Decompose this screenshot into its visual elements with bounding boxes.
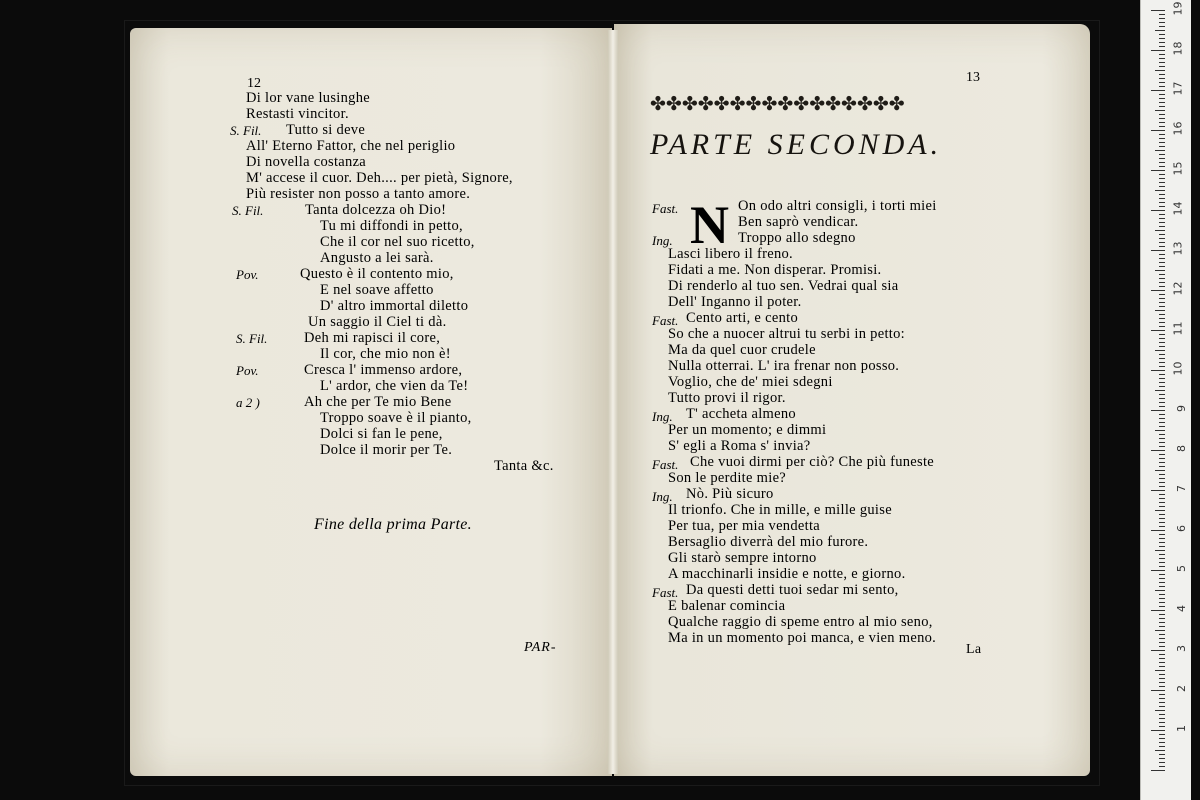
ruler-tick xyxy=(1159,294,1165,295)
ruler-tick xyxy=(1159,398,1165,399)
ruler-tick xyxy=(1159,334,1165,335)
speaker-label: Ing. xyxy=(652,233,673,248)
ruler-tick xyxy=(1151,130,1165,131)
ruler-number: 1 xyxy=(1175,725,1188,732)
text-line: Nulla otterrai. L' ira frenar non posso. xyxy=(668,358,900,374)
ruler-number: 9 xyxy=(1175,405,1188,412)
ruler-tick xyxy=(1159,126,1165,127)
ruler-tick xyxy=(1151,610,1165,611)
ruler-tick xyxy=(1151,490,1165,491)
ruler-tick xyxy=(1159,374,1165,375)
ruler-tick xyxy=(1155,710,1165,711)
ruler-tick xyxy=(1159,42,1165,43)
ruler-tick xyxy=(1159,526,1165,527)
ruler-tick xyxy=(1159,394,1165,395)
ruler-tick xyxy=(1159,542,1165,543)
ruler-tick xyxy=(1159,458,1165,459)
ruler-tick xyxy=(1155,30,1165,31)
text-line: Ben saprò vendicar. xyxy=(738,214,859,230)
ruler-tick xyxy=(1159,482,1165,483)
text-line: Questo è il contento mio, xyxy=(300,266,454,282)
catchword: La xyxy=(966,642,982,657)
ruler-tick xyxy=(1159,74,1165,75)
ruler-tick xyxy=(1159,498,1165,499)
ruler-tick xyxy=(1159,122,1165,123)
ruler-tick xyxy=(1159,242,1165,243)
ruler-tick xyxy=(1151,730,1165,731)
ruler-tick xyxy=(1159,22,1165,23)
ruler-tick xyxy=(1159,586,1165,587)
ruler-tick xyxy=(1159,78,1165,79)
ruler-tick xyxy=(1159,82,1165,83)
ruler-tick xyxy=(1159,406,1165,407)
ruler-tick xyxy=(1155,390,1165,391)
ruler-tick xyxy=(1159,662,1165,663)
ruler-tick xyxy=(1159,646,1165,647)
text-line: Tu mi diffondi in petto, xyxy=(320,218,463,234)
ruler-tick xyxy=(1159,562,1165,563)
text-line: Tutto si deve xyxy=(286,122,366,138)
ruler-tick xyxy=(1151,530,1165,531)
ruler-tick xyxy=(1159,366,1165,367)
text-line: E nel soave affetto xyxy=(320,282,434,298)
text-line: Per un momento; e dimmi xyxy=(668,422,827,438)
ruler-tick xyxy=(1159,318,1165,319)
ruler-tick xyxy=(1159,238,1165,239)
text-line: On odo altri consigli, i torti miei xyxy=(738,198,937,214)
speaker-label: Fast. xyxy=(652,457,679,472)
ruler-tick xyxy=(1159,298,1165,299)
ruler-tick xyxy=(1151,450,1165,451)
ruler-tick xyxy=(1159,678,1165,679)
ruler-tick xyxy=(1159,226,1165,227)
ruler-tick xyxy=(1159,214,1165,215)
speaker-label: Pov. xyxy=(236,363,259,378)
ruler-tick xyxy=(1159,558,1165,559)
ruler-tick xyxy=(1155,630,1165,631)
ruler-tick xyxy=(1159,182,1165,183)
ruler-tick xyxy=(1159,494,1165,495)
ruler-tick xyxy=(1159,594,1165,595)
speaker-label: Ing. xyxy=(652,409,673,424)
ruler-tick xyxy=(1159,254,1165,255)
text-line: Per tua, per mia vendetta xyxy=(668,518,821,534)
ruler-tick xyxy=(1159,538,1165,539)
ruler-tick xyxy=(1151,210,1165,211)
ruler-tick xyxy=(1159,358,1165,359)
ruler-tick xyxy=(1159,686,1165,687)
ruler-tick xyxy=(1159,54,1165,55)
text-line: Tutto provi il rigor. xyxy=(668,390,786,406)
ruler-tick xyxy=(1159,262,1165,263)
text-line: Il trionfo. Che in mille, e mille guise xyxy=(668,502,892,518)
text-line: Cento arti, e cento xyxy=(686,310,798,326)
ruler-tick xyxy=(1159,654,1165,655)
ruler-tick xyxy=(1159,418,1165,419)
ruler-tick xyxy=(1159,346,1165,347)
text-line: Son le perdite mie? xyxy=(668,470,787,486)
ruler-tick xyxy=(1159,742,1165,743)
text-line: Troppo soave è il pianto, xyxy=(320,410,472,426)
ruler-number: 11 xyxy=(1171,321,1185,336)
ruler-tick xyxy=(1159,422,1165,423)
text-line: Qualche raggio di speme entro al mio seno, xyxy=(668,614,933,630)
ruler-tick xyxy=(1151,290,1165,291)
text-line: Voglio, che de' miei sdegni xyxy=(668,374,833,390)
ruler-tick xyxy=(1159,446,1165,447)
text-line: Di novella costanza xyxy=(246,154,367,170)
ruler-tick xyxy=(1151,690,1165,691)
ruler-tick xyxy=(1159,534,1165,535)
text-line: D' altro immortal diletto xyxy=(320,298,469,314)
ruler-number: 6 xyxy=(1175,525,1188,532)
text-line: Che il cor nel suo ricetto, xyxy=(320,234,475,250)
ruler-tick xyxy=(1159,574,1165,575)
ruler-tick xyxy=(1155,230,1165,231)
ruler-tick xyxy=(1159,502,1165,503)
text-line: Bersaglio diverrà del mio furore. xyxy=(668,534,869,550)
ruler-tick xyxy=(1159,402,1165,403)
ruler-tick xyxy=(1159,198,1165,199)
catchword: PAR- xyxy=(524,640,557,655)
ruler-tick xyxy=(1151,370,1165,371)
text-line: S' egli a Roma s' invia? xyxy=(668,438,811,454)
right-page-number: 13 xyxy=(966,70,980,85)
ruler-tick xyxy=(1151,650,1165,651)
ruler-tick xyxy=(1159,354,1165,355)
ruler-tick xyxy=(1159,618,1165,619)
ruler-tick xyxy=(1159,118,1165,119)
ruler-tick xyxy=(1159,326,1165,327)
ruler-tick xyxy=(1159,14,1165,15)
ruler-tick xyxy=(1151,410,1165,411)
ruler-tick xyxy=(1159,58,1165,59)
ruler-tick xyxy=(1159,426,1165,427)
text-line: Ma in un momento poi manca, e vien meno. xyxy=(668,630,937,646)
ruler-tick xyxy=(1151,770,1165,771)
ruler-tick xyxy=(1159,206,1165,207)
ruler-tick xyxy=(1155,350,1165,351)
ruler-tick xyxy=(1159,762,1165,763)
ruler-tick xyxy=(1159,98,1165,99)
text-line: A macchinarli insidie e notte, e giorno. xyxy=(668,566,906,582)
ruler-tick xyxy=(1159,62,1165,63)
ruler-number: 3 xyxy=(1175,645,1188,652)
ruler-tick xyxy=(1159,302,1165,303)
text-line: Tanta &c. xyxy=(494,458,554,474)
ruler-tick xyxy=(1159,266,1165,267)
speaker-label: Pov. xyxy=(236,267,259,282)
ruler-tick xyxy=(1159,102,1165,103)
ruler-tick xyxy=(1159,154,1165,155)
text-line: Di renderlo al tuo sen. Vedrai qual sia xyxy=(668,278,899,294)
ruler-tick xyxy=(1159,674,1165,675)
text-line: T' accheta almeno xyxy=(686,406,796,422)
ruler-tick xyxy=(1159,186,1165,187)
ruler-tick xyxy=(1151,570,1165,571)
ruler-tick xyxy=(1159,246,1165,247)
ruler-tick xyxy=(1159,702,1165,703)
text-line: Ah che per Te mio Bene xyxy=(304,394,452,410)
end-of-part-heading: Fine della prima Parte. xyxy=(314,516,472,533)
ruler-tick xyxy=(1159,414,1165,415)
measuring-ruler xyxy=(1140,0,1191,800)
ruler-tick xyxy=(1159,518,1165,519)
ruler-tick xyxy=(1159,738,1165,739)
ruler-tick xyxy=(1159,66,1165,67)
text-line: L' ardor, che vien da Te! xyxy=(320,378,469,394)
ruler-tick xyxy=(1159,582,1165,583)
speaker-label: Fast. xyxy=(652,313,679,328)
speaker-label: Ing. xyxy=(652,489,673,504)
text-line: All' Eterno Fattor, che nel periglio xyxy=(246,138,456,154)
ruler-tick xyxy=(1159,114,1165,115)
ruler-tick xyxy=(1159,546,1165,547)
ruler-tick xyxy=(1159,146,1165,147)
ruler-tick xyxy=(1155,550,1165,551)
ruler-tick xyxy=(1159,694,1165,695)
ruler-number: 13 xyxy=(1171,241,1185,256)
ruler-tick xyxy=(1159,94,1165,95)
speaker-label: S. Fil. xyxy=(232,203,264,218)
ruler-tick xyxy=(1159,306,1165,307)
speaker-label: S. Fil. xyxy=(236,331,268,346)
ruler-tick xyxy=(1159,714,1165,715)
ruler-tick xyxy=(1159,438,1165,439)
ruler-tick xyxy=(1159,506,1165,507)
text-line: Cresca l' immenso ardore, xyxy=(304,362,463,378)
ruler-tick xyxy=(1159,26,1165,27)
text-line: Più resister non posso a tanto amore. xyxy=(246,186,471,202)
ruler-tick xyxy=(1159,478,1165,479)
ruler-tick xyxy=(1159,634,1165,635)
ruler-tick xyxy=(1159,86,1165,87)
ruler-tick xyxy=(1159,286,1165,287)
section-title: PARTE SECONDA. xyxy=(650,128,943,161)
ruler-tick xyxy=(1155,590,1165,591)
ruler-tick xyxy=(1159,18,1165,19)
ruler-tick xyxy=(1159,766,1165,767)
ruler-tick xyxy=(1159,598,1165,599)
drop-capital: N xyxy=(690,195,729,255)
ruler-tick xyxy=(1159,626,1165,627)
ruler-tick xyxy=(1159,194,1165,195)
ruler-tick xyxy=(1151,50,1165,51)
ruler-number: 12 xyxy=(1171,281,1185,296)
text-line: Tanta dolcezza oh Dio! xyxy=(305,202,447,218)
ruler-tick xyxy=(1159,734,1165,735)
printer-ornament-band: ✤✤✤✤✤✤✤✤✤✤✤✤✤✤✤✤ xyxy=(650,93,905,115)
ruler-tick xyxy=(1159,722,1165,723)
ruler-tick xyxy=(1159,362,1165,363)
ruler-tick xyxy=(1159,234,1165,235)
ruler-tick xyxy=(1159,158,1165,159)
text-line: Da questi detti tuoi sedar mi sento, xyxy=(686,582,899,598)
ruler-tick xyxy=(1159,454,1165,455)
ruler-tick xyxy=(1155,310,1165,311)
text-line: M' accese il cuor. Deh.... per pietà, Signore, xyxy=(246,170,513,186)
ruler-tick xyxy=(1155,70,1165,71)
ruler-tick xyxy=(1159,38,1165,39)
text-line: Di lor vane lusinghe xyxy=(246,90,370,106)
ruler-tick xyxy=(1159,166,1165,167)
ruler-tick xyxy=(1159,606,1165,607)
speaker-label: a 2 ) xyxy=(236,395,260,410)
ruler-tick xyxy=(1159,658,1165,659)
ruler-tick xyxy=(1151,250,1165,251)
ruler-tick xyxy=(1159,322,1165,323)
text-line: Che vuoi dirmi per ciò? Che più funeste xyxy=(690,454,935,470)
text-line: Un saggio il Ciel ti dà. xyxy=(308,314,447,330)
ruler-tick xyxy=(1159,202,1165,203)
ruler-tick xyxy=(1159,706,1165,707)
ruler-tick xyxy=(1159,718,1165,719)
ruler-tick xyxy=(1155,110,1165,111)
ruler-tick xyxy=(1159,566,1165,567)
ruler-tick xyxy=(1159,218,1165,219)
ruler-tick xyxy=(1151,10,1165,11)
left-page-number: 12 xyxy=(247,76,261,91)
ruler-tick xyxy=(1159,382,1165,383)
text-line: Deh mi rapisci il core, xyxy=(304,330,441,346)
ruler-tick xyxy=(1159,474,1165,475)
ruler-tick xyxy=(1159,442,1165,443)
text-line: Dell' Inganno il poter. xyxy=(668,294,802,310)
text-line: Gli starò sempre intorno xyxy=(668,550,817,566)
ruler-tick xyxy=(1151,330,1165,331)
ruler-tick xyxy=(1159,134,1165,135)
ruler-number: 14 xyxy=(1171,201,1185,216)
ruler-tick xyxy=(1159,34,1165,35)
ruler-tick xyxy=(1159,602,1165,603)
ruler-tick xyxy=(1159,338,1165,339)
ruler-tick xyxy=(1155,190,1165,191)
ruler-number: 4 xyxy=(1175,605,1188,612)
ruler-tick xyxy=(1159,462,1165,463)
ruler-tick xyxy=(1159,46,1165,47)
ruler-tick xyxy=(1159,274,1165,275)
ruler-tick xyxy=(1159,314,1165,315)
ruler-number: 17 xyxy=(1171,81,1185,96)
text-line: Fidati a me. Non disperar. Promisi. xyxy=(668,262,882,278)
ruler-tick xyxy=(1159,642,1165,643)
ruler-tick xyxy=(1159,434,1165,435)
ruler-tick xyxy=(1159,282,1165,283)
text-line: Troppo allo sdegno xyxy=(738,230,856,246)
text-line: E balenar comincia xyxy=(668,598,786,614)
speaker-label: S. Fil. xyxy=(230,123,262,138)
ruler-tick xyxy=(1159,746,1165,747)
ruler-tick xyxy=(1159,758,1165,759)
ruler-tick xyxy=(1155,470,1165,471)
ruler-tick xyxy=(1155,430,1165,431)
text-line: Lasci libero il freno. xyxy=(668,246,793,262)
ruler-tick xyxy=(1155,150,1165,151)
text-line: So che a nuocer altrui tu serbi in petto: xyxy=(668,326,905,342)
ruler-tick xyxy=(1159,378,1165,379)
ruler-tick xyxy=(1159,138,1165,139)
text-line: Ma da quel cuor crudele xyxy=(668,342,816,358)
book-gutter xyxy=(608,30,618,774)
ruler-tick xyxy=(1159,514,1165,515)
text-line: Dolci si fan le pene, xyxy=(320,426,443,442)
ruler-number: 7 xyxy=(1175,485,1188,492)
speaker-label: Fast. xyxy=(652,201,679,216)
ruler-tick xyxy=(1159,106,1165,107)
ruler-number: 10 xyxy=(1171,361,1185,376)
ruler-tick xyxy=(1159,554,1165,555)
ruler-number: 19 xyxy=(1171,1,1185,16)
ruler-tick xyxy=(1159,258,1165,259)
ruler-tick xyxy=(1159,222,1165,223)
ruler-number: 16 xyxy=(1171,121,1185,136)
ruler-tick xyxy=(1155,270,1165,271)
ruler-tick xyxy=(1159,486,1165,487)
ruler-tick xyxy=(1159,578,1165,579)
ruler-tick xyxy=(1159,386,1165,387)
ruler-number: 15 xyxy=(1171,161,1185,176)
ruler-number: 5 xyxy=(1175,565,1188,572)
ruler-tick xyxy=(1159,466,1165,467)
ruler-tick xyxy=(1159,638,1165,639)
ruler-tick xyxy=(1159,622,1165,623)
ruler-tick xyxy=(1159,142,1165,143)
ruler-tick xyxy=(1159,178,1165,179)
ruler-tick xyxy=(1155,510,1165,511)
ruler-tick xyxy=(1159,174,1165,175)
ruler-tick xyxy=(1159,522,1165,523)
speaker-label: Fast. xyxy=(652,585,679,600)
ruler-tick xyxy=(1159,666,1165,667)
ruler-number: 8 xyxy=(1175,445,1188,452)
ruler-tick xyxy=(1159,726,1165,727)
text-line: Angusto a lei sarà. xyxy=(320,250,434,266)
ruler-tick xyxy=(1159,698,1165,699)
ruler-tick xyxy=(1159,162,1165,163)
text-line: Dolce il morir per Te. xyxy=(320,442,453,458)
ruler-tick xyxy=(1151,170,1165,171)
ruler-tick xyxy=(1159,614,1165,615)
text-line: Restasti vincitor. xyxy=(246,106,349,122)
ruler-number: 18 xyxy=(1171,41,1185,56)
text-line: Nò. Più sicuro xyxy=(686,486,774,502)
ruler-number: 2 xyxy=(1175,685,1188,692)
ruler-tick xyxy=(1159,278,1165,279)
ruler-tick xyxy=(1155,750,1165,751)
ruler-tick xyxy=(1159,754,1165,755)
ruler-tick xyxy=(1159,342,1165,343)
text-line: Il cor, che mio non è! xyxy=(320,346,451,362)
ruler-tick xyxy=(1155,670,1165,671)
ruler-tick xyxy=(1159,682,1165,683)
ruler-tick xyxy=(1151,90,1165,91)
